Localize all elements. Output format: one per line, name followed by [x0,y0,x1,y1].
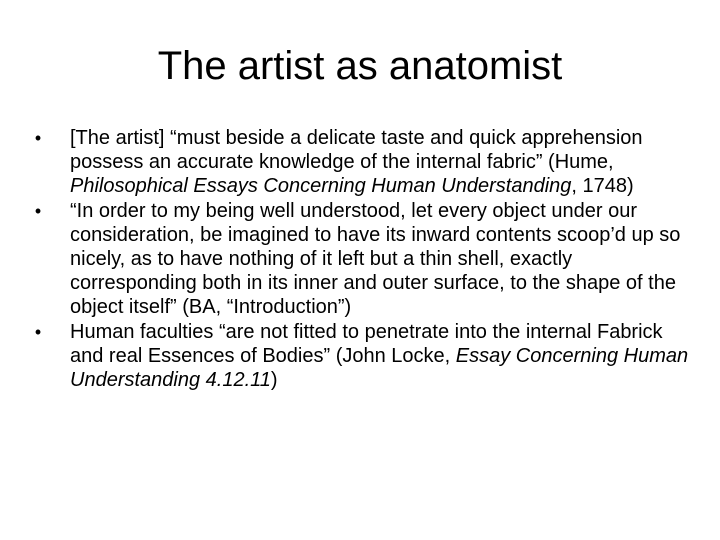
bullet-list [28,126,696,392]
bullet-text [70,127,643,197]
bullet-text [70,200,680,319]
bullet-icon: • [34,128,42,148]
bullet-item-hume [28,126,696,199]
bullet-icon: • [34,321,42,342]
bullet-icon: • [34,200,42,221]
citation-text: ) [270,369,278,392]
quote-text: Human faculties “are not fitted to penetrate into the internal Fabrick and real Essences of Bodies” (John Locke, [70,320,663,367]
quote-text: [The artist] “must beside a delicate taste and quick apprehension possess an accurate knowledge of the internal fabric” (Hume, [70,127,643,174]
bullet-item-locke [28,320,696,393]
book-title: Philosophical Essays Concerning Human Understanding [70,175,572,198]
bullet-text [70,321,688,391]
book-title: Essay Concerning Human Understanding 4.12.11 [70,344,689,392]
quote-text: “In order to my being well understood, let every object under our consideration, be imagined to have its inward contents scoop’d up so nicely, as to have nothing of it left but a thin shell, exactly corresponding both in its inner and outer surface, to the shape of the object itself” (BA, “Introduction”) [70,199,681,319]
citation-text: , 1748) [571,175,634,198]
bullet-item-introduction [28,199,696,320]
slide-title: The artist as anatomist [157,44,563,88]
